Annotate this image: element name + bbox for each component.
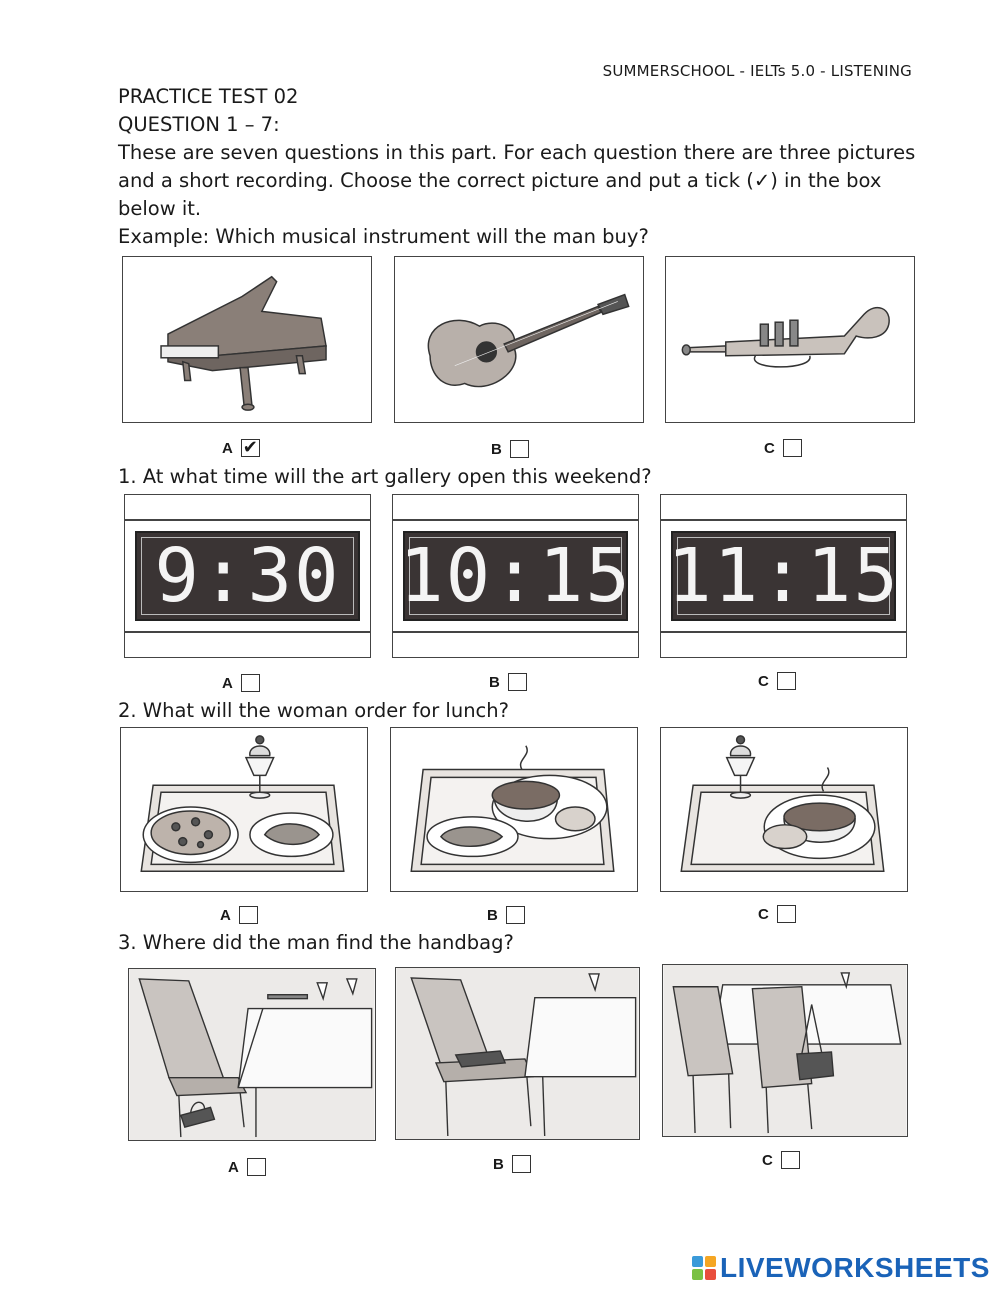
q3-option-c-picture (662, 964, 908, 1137)
example-option-b (491, 440, 529, 458)
q3-option-b (493, 1155, 531, 1173)
handbag-on-chair-seat-icon (396, 968, 639, 1139)
answer-checkbox[interactable] (510, 440, 529, 458)
answer-checkbox[interactable] (777, 672, 796, 690)
clock-time: 10:15 (399, 533, 632, 619)
handbag-hanging-on-chair-icon (663, 965, 907, 1136)
option-letter: C (758, 672, 769, 690)
option-letter: B (491, 440, 502, 458)
answer-checkbox[interactable] (512, 1155, 531, 1173)
clock-time: 11:15 (667, 533, 900, 619)
guitar-icon (395, 257, 643, 422)
example-option-a (222, 439, 260, 457)
option-letter: B (493, 1155, 504, 1173)
example-option-b-picture (394, 256, 644, 423)
digital-clock-icon (135, 531, 360, 621)
pizza-salad-icecream-tray-icon (121, 728, 367, 891)
q2-option-a (220, 906, 258, 924)
digital-clock-icon (667, 531, 900, 621)
q3-option-b-picture (395, 967, 640, 1140)
logo-text: LIVEWORKSHEETS (720, 1252, 990, 1283)
handbag-under-chair-icon (129, 969, 375, 1140)
question-1: 1. At what time will the art gallery open this weekend? (118, 465, 652, 488)
soup-bread-salad-tray-icon (391, 728, 637, 891)
question-2: 2. What will the woman order for lunch? (118, 699, 509, 722)
option-letter: C (762, 1151, 773, 1169)
q1-option-a-picture (124, 494, 371, 658)
q1-option-a (222, 674, 260, 692)
answer-checkbox[interactable] (783, 439, 802, 457)
piano-icon (123, 257, 371, 422)
question-3: 3. Where did the man find the handbag? (118, 931, 514, 954)
option-letter: A (222, 439, 233, 457)
q1-option-c (758, 672, 796, 690)
option-letter: A (222, 674, 233, 692)
q2-option-b-picture (390, 727, 638, 892)
test-title: PRACTICE TEST 02 (118, 85, 299, 108)
answer-checkbox[interactable] (781, 1151, 800, 1169)
example-question: Example: Which musical instrument will the man buy? (118, 225, 649, 248)
instructions: These are seven questions in this part. For each question there are three pictures and a short recording. Choose the correct picture and put a tick (✓) in the box below it. (118, 141, 916, 220)
clock-time: 9:30 (154, 533, 341, 619)
question-range: QUESTION 1 – 7: (118, 113, 280, 136)
answer-checkbox[interactable] (241, 674, 260, 692)
logo-mark-icon (692, 1256, 716, 1280)
trumpet-icon (666, 257, 914, 422)
answer-checkbox[interactable] (247, 1158, 266, 1176)
example-option-c-picture (665, 256, 915, 423)
example-option-c (764, 439, 802, 457)
course-header: SUMMERSCHOOL - IELTs 5.0 - LISTENING (602, 62, 912, 80)
q3-option-a (228, 1158, 266, 1176)
example-option-a-picture (122, 256, 372, 423)
answer-checkbox[interactable]: ✔ (242, 437, 258, 458)
q2-option-c-picture (660, 727, 908, 892)
answer-checkbox[interactable] (239, 906, 258, 924)
answer-checkbox[interactable] (508, 673, 527, 691)
option-letter: C (758, 905, 769, 923)
q3-option-a-picture (128, 968, 376, 1141)
digital-clock-icon (399, 531, 632, 621)
option-letter: B (487, 906, 498, 924)
q2-option-c (758, 905, 796, 923)
q2-option-b (487, 906, 525, 924)
q1-option-c-picture (660, 494, 907, 658)
option-letter: A (228, 1158, 239, 1176)
q1-option-b (489, 673, 527, 691)
icecream-soup-bread-tray-icon (661, 728, 907, 891)
option-letter: C (764, 439, 775, 457)
q3-option-c (762, 1151, 800, 1169)
answer-checkbox[interactable] (506, 906, 525, 924)
option-letter: B (489, 673, 500, 691)
liveworksheets-logo[interactable] (692, 1252, 990, 1284)
q1-option-b-picture (392, 494, 639, 658)
answer-checkbox[interactable] (777, 905, 796, 923)
option-letter: A (220, 906, 231, 924)
q2-option-a-picture (120, 727, 368, 892)
